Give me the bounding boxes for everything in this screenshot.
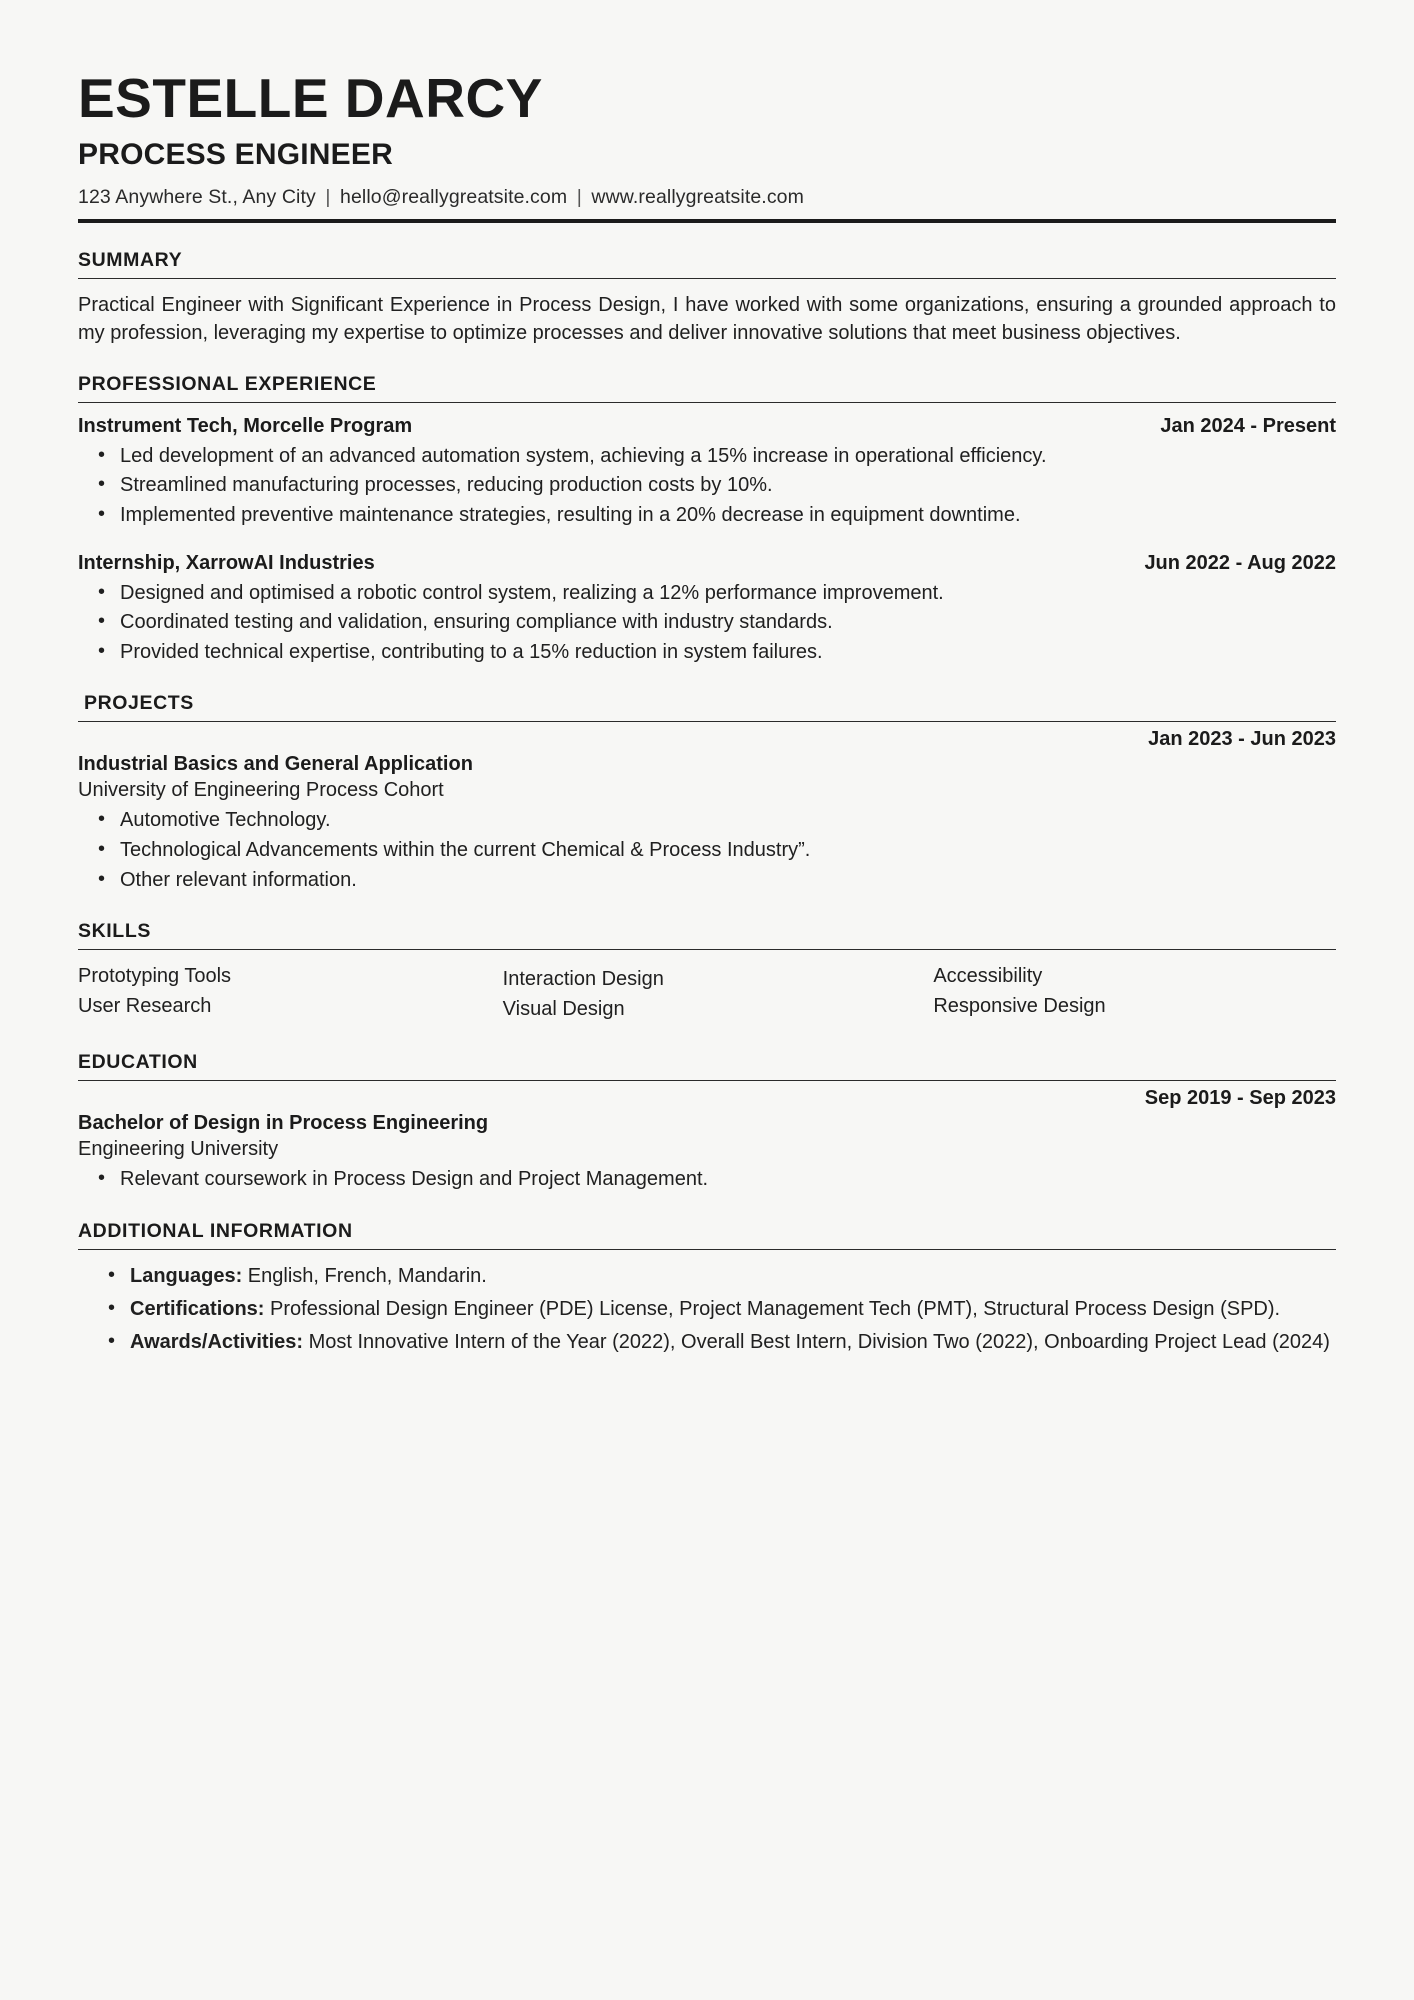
skills-column-3 xyxy=(905,962,1336,1025)
section-education xyxy=(78,1051,1336,1194)
section-title-experience: PROFESSIONAL EXPERIENCE xyxy=(78,372,377,395)
section-projects xyxy=(78,692,1336,894)
section-divider xyxy=(78,1249,1336,1250)
project-bullets xyxy=(78,807,1336,894)
section-skills xyxy=(78,920,1336,1025)
project-org: University of Engineering Process Cohort xyxy=(78,779,444,802)
experience-entry xyxy=(78,415,1336,530)
additional-label: Certifications: xyxy=(130,1297,265,1320)
experience-entry xyxy=(78,552,1336,667)
job-dates: Jun 2022 - Aug 2022 xyxy=(1144,551,1336,574)
list-item xyxy=(130,1262,1336,1290)
list-item: • Designed and optimised a robotic control system, realizing a 12% performance improvement. xyxy=(118,580,1336,608)
divider-icon: | xyxy=(325,185,331,208)
contact-email[interactable]: hello@reallygreatsite.com xyxy=(340,185,568,208)
additional-list xyxy=(78,1262,1336,1356)
list-item xyxy=(130,1295,1336,1323)
project-name: Industrial Basics and General Application xyxy=(78,753,473,776)
additional-label: Awards/Activities: xyxy=(130,1330,304,1353)
candidate-role: PROCESS ENGINEER xyxy=(78,137,393,171)
list-item: • Technological Advancements within the current Chemical & Process Industry”. xyxy=(118,837,1336,865)
skill-item: Accessibility xyxy=(933,965,1043,988)
list-item: • Other relevant information. xyxy=(118,867,1336,895)
candidate-name: ESTELLE DARCY xyxy=(78,67,543,129)
contact-address: 123 Anywhere St., Any City xyxy=(78,185,316,208)
section-title-projects: PROJECTS xyxy=(84,692,194,715)
education-date-row xyxy=(78,1087,1336,1112)
job-dates: Jan 2024 - Present xyxy=(1160,414,1336,437)
additional-label: Languages: xyxy=(130,1264,243,1287)
section-divider xyxy=(78,278,1336,279)
list-item: • Streamlined manufacturing processes, reducing production costs by 10%. xyxy=(118,472,1336,500)
additional-text: Professional Design Engineer (PDE) License, Project Management Tech (PMT), Structural Process Design (SPD). xyxy=(264,1297,1281,1320)
degree-title: Bachelor of Design in Process Engineering xyxy=(78,1112,489,1135)
school-name: Engineering University xyxy=(78,1138,279,1161)
section-divider xyxy=(78,402,1336,403)
section-title-skills: SKILLS xyxy=(78,920,151,943)
section-summary xyxy=(78,249,1336,347)
skills-grid xyxy=(78,962,1336,1025)
skill-item: Responsive Design xyxy=(933,995,1106,1018)
list-item: • Led development of an advanced automation system, achieving a 15% increase in operational efficiency. xyxy=(118,443,1336,471)
project-date-row xyxy=(78,728,1336,753)
skills-column-2 xyxy=(481,962,906,1025)
skill-item: Visual Design xyxy=(502,998,625,1021)
summary-text: Practical Engineer with Significant Experience in Process Design, I have worked with some organizations, ensuring a grounded approach to my profession, leveraging my expertise to optimize processes and deliver innovative solutions that meet business objectives. xyxy=(78,293,1336,344)
list-item xyxy=(130,1328,1336,1356)
skill-item: User Research xyxy=(78,995,212,1018)
skills-column-1 xyxy=(78,962,481,1025)
contact-line xyxy=(78,186,1336,209)
list-item: • Coordinated testing and validation, ensuring compliance with industry standards. xyxy=(118,609,1336,637)
list-item: • Implemented preventive maintenance strategies, resulting in a 20% decrease in equipment downtime. xyxy=(118,502,1336,530)
entry-header xyxy=(78,415,1336,438)
contact-website[interactable]: www.reallygreatsite.com xyxy=(591,185,804,208)
additional-text: Most Innovative Intern of the Year (2022), Overall Best Intern, Division Two (2022), Onboarding Project Lead (2024) xyxy=(303,1330,1330,1353)
job-bullets xyxy=(78,580,1336,667)
section-divider xyxy=(78,1080,1336,1081)
resume-header xyxy=(78,67,1336,223)
education-bullets xyxy=(78,1166,1336,1194)
skill-item: Prototyping Tools xyxy=(78,965,232,988)
section-title-additional: ADDITIONAL INFORMATION xyxy=(78,1219,353,1242)
project-dates: Jan 2023 - Jun 2023 xyxy=(1148,728,1336,751)
list-item: • Relevant coursework in Process Design and Project Management. xyxy=(118,1166,1336,1194)
entry-header xyxy=(78,552,1336,575)
education-dates: Sep 2019 - Sep 2023 xyxy=(1144,1087,1336,1110)
job-title: Instrument Tech, Morcelle Program xyxy=(78,414,413,437)
additional-text: English, French, Mandarin. xyxy=(242,1264,487,1287)
section-title-education: EDUCATION xyxy=(78,1051,198,1074)
divider-icon: | xyxy=(576,185,582,208)
list-item: • Provided technical expertise, contributing to a 15% reduction in system failures. xyxy=(118,639,1336,667)
skill-item: Interaction Design xyxy=(502,968,664,991)
section-divider xyxy=(78,949,1336,950)
header-divider xyxy=(78,219,1336,223)
job-bullets xyxy=(78,443,1336,530)
section-divider xyxy=(78,721,1336,722)
job-title: Internship, XarrowAI Industries xyxy=(78,551,375,574)
section-title-summary: SUMMARY xyxy=(78,248,183,271)
list-item: • Automotive Technology. xyxy=(118,807,1336,835)
section-additional-information xyxy=(78,1220,1336,1356)
section-experience xyxy=(78,373,1336,667)
